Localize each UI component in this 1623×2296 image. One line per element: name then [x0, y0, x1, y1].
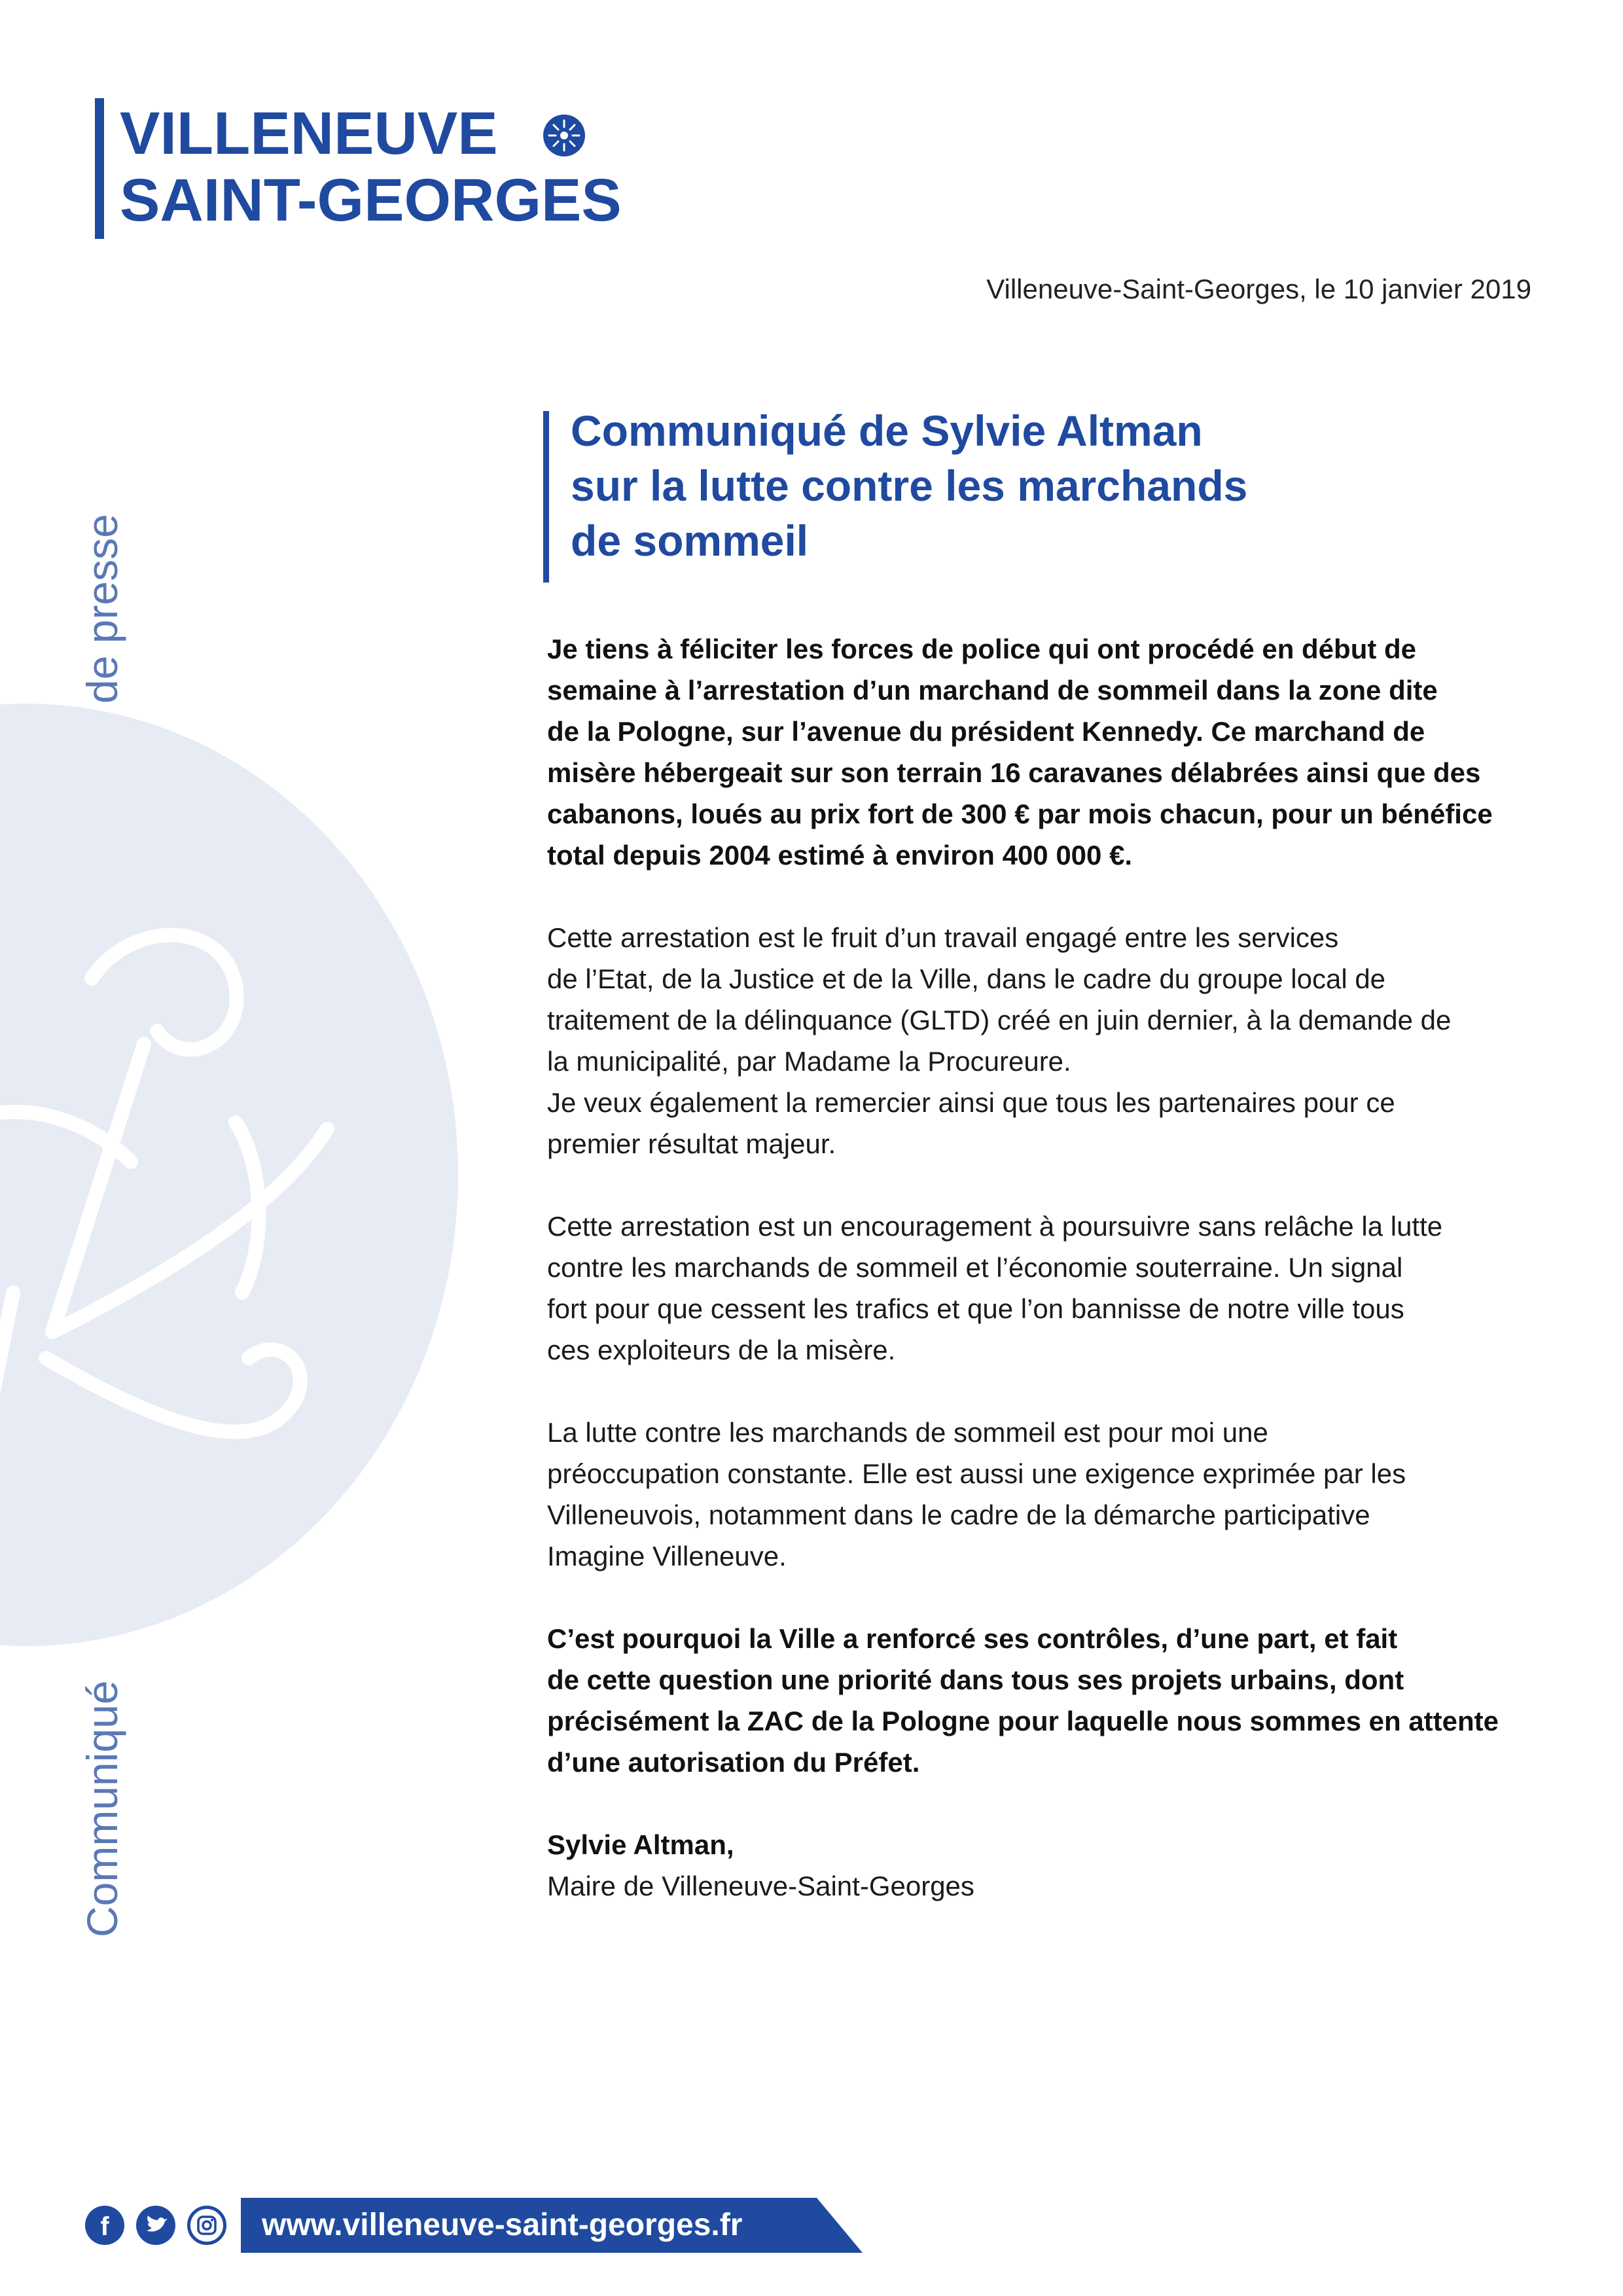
text-line: traitement de la délinquance (GLTD) créé en juin dernier, à la demande de: [547, 1005, 1452, 1035]
facebook-icon[interactable]: [85, 2206, 124, 2245]
text-line: de l’Etat, de la Justice et de la Ville, dans le cadre du groupe local de: [547, 963, 1386, 994]
title-line: de sommeil: [571, 516, 809, 565]
text-line: total depuis 2004 estimé à environ 400 000 €.: [547, 840, 1133, 870]
website-link[interactable]: [241, 2198, 863, 2253]
logo-bar: [95, 98, 104, 239]
text-line: de la Pologne, sur l’avenue du président Kennedy. Ce marchand de: [547, 716, 1425, 747]
text-line: misère hébergeait sur son terrain 16 caravanes délabrées ainsi que des: [547, 757, 1481, 788]
title-line: Communiqué de Sylvie Altman: [571, 406, 1203, 455]
text-line: premier résultat majeur.: [547, 1128, 836, 1159]
date-line: Villeneuve-Saint-Georges, le 10 janvier 2019: [986, 274, 1531, 304]
text-line: de cette question une priorité dans tous ses projets urbains, dont: [547, 1664, 1404, 1695]
text-line: Je tiens à féliciter les forces de police qui ont procédé en début de: [547, 634, 1417, 664]
signature-name: Sylvie Altman,: [547, 1829, 734, 1860]
website-url: www.villeneuve-saint-georges.fr: [262, 2208, 743, 2242]
paragraph-5: [547, 1618, 1542, 1783]
twitter-icon[interactable]: [136, 2206, 175, 2245]
paragraph-4: [547, 1412, 1542, 1577]
signature-block: [547, 1824, 1542, 1907]
page-title: [571, 403, 1487, 568]
paragraph-1: [547, 628, 1542, 876]
text-line: Cette arrestation est le fruit d’un travail engagé entre les services: [547, 922, 1339, 953]
signature-role: Maire de Villeneuve-Saint-Georges: [547, 1871, 974, 1901]
text-line: Je veux également la remercier ainsi que tous les partenaires pour ce: [547, 1087, 1395, 1118]
press-release-body: [547, 628, 1542, 1948]
text-line: Cette arrestation est un encouragement à poursuivre sans relâche la lutte: [547, 1211, 1443, 1242]
text-line: fort pour que cessent les trafics et que l’on bannisse de notre ville tous: [547, 1293, 1404, 1324]
paragraph-3: [547, 1206, 1542, 1371]
logo-line-2: SAINT-GEORGES: [120, 167, 622, 234]
text-line: préoccupation constante. Elle est aussi une exigence exprimée par les: [547, 1458, 1406, 1489]
paragraph-2: [547, 917, 1542, 1164]
text-line: semaine à l’arrestation d’un marchand de sommeil dans la zone dite: [547, 675, 1438, 706]
side-label-de-presse: de presse: [78, 514, 126, 704]
text-line: cabanons, loués au prix fort de 300 € par mois chacun, pour un bénéfice: [547, 798, 1493, 829]
text-line: d’une autorisation du Préfet.: [547, 1747, 920, 1778]
title-line: sur la lutte contre les marchands: [571, 461, 1248, 510]
logo-line-1: VILLENEUVE: [120, 100, 498, 167]
title-accent-bar: [543, 411, 549, 583]
text-line: Imagine Villeneuve.: [547, 1541, 787, 1571]
text-line: ces exploiteurs de la misère.: [547, 1335, 896, 1365]
sun-emblem-icon: [541, 113, 587, 158]
text-line: C’est pourquoi la Ville a renforcé ses contrôles, d’une part, et fait: [547, 1623, 1398, 1654]
text-line: précisément la ZAC de la Pologne pour laquelle nous sommes en attente: [547, 1706, 1499, 1736]
text-line: Villeneuvois, notamment dans le cadre de la démarche participative: [547, 1499, 1370, 1530]
instagram-icon[interactable]: [187, 2206, 226, 2245]
decorative-watermark: [0, 704, 458, 1646]
text-line: La lutte contre les marchands de sommeil est pour moi une: [547, 1417, 1268, 1448]
svg-text:f: f: [100, 2212, 109, 2241]
text-line: contre les marchands de sommeil et l’économie souterraine. Un signal: [547, 1252, 1403, 1283]
side-label-communique: Communiqué: [78, 1680, 126, 1937]
text-line: la municipalité, par Madame la Procureure.: [547, 1046, 1071, 1077]
